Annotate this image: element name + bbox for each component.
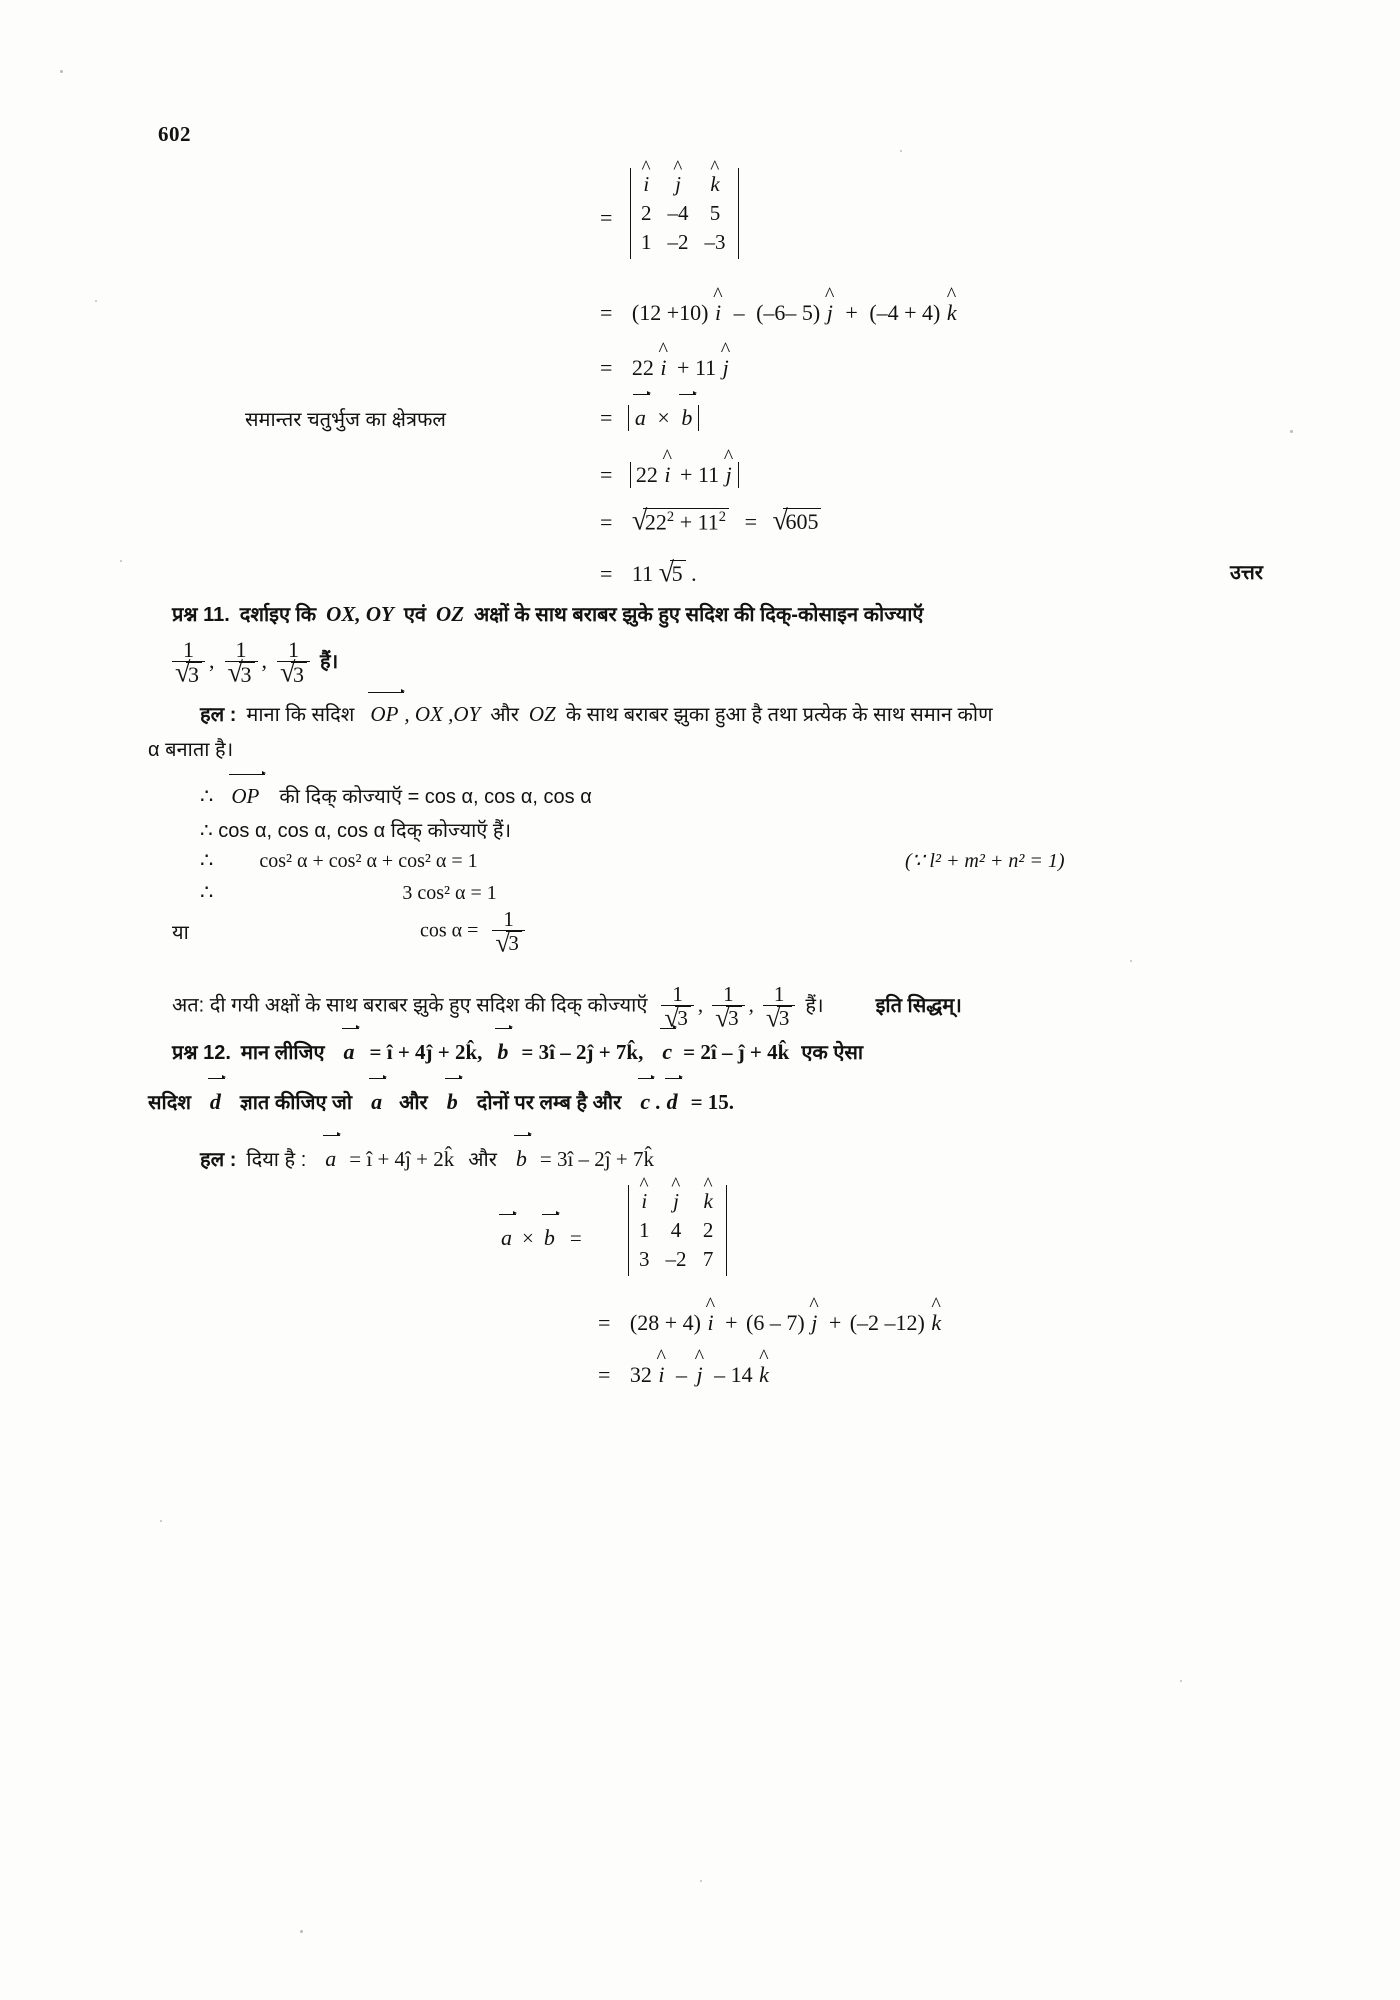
matrix-cell: 2 [641, 201, 652, 225]
scan-speck [60, 70, 63, 73]
matrix-cell: 7 [702, 1247, 714, 1271]
matrix-cell: 5 [709, 201, 721, 225]
area-magnitude [600, 462, 739, 488]
fraction-denominator: 3 [777, 1006, 793, 1029]
unit-vector-k: k ^ [703, 1189, 714, 1214]
fraction-denominator: 3 [186, 662, 202, 686]
operator-plus: + [677, 355, 690, 380]
conjunction-and: और [399, 1092, 428, 1114]
operator-cross: × [522, 1226, 534, 1250]
operator-plus: + [679, 509, 693, 535]
equals-sign: = [600, 355, 613, 380]
vector-op: OP [231, 784, 260, 808]
operator-minus: – [676, 1362, 688, 1387]
solution-12-given-line [200, 1145, 1350, 1172]
vector-c-value: = 2î – ĵ + 4k̂ [683, 1040, 790, 1064]
scan-speck [120, 560, 122, 562]
matrix-cell: 1 [639, 1218, 650, 1242]
matrix-cell: –3 [704, 230, 726, 254]
given-label: दिया है : [246, 1149, 307, 1171]
vector-word: सदिश [148, 1092, 191, 1114]
scan-speck [700, 1880, 702, 1882]
question-11-text-2: अक्षों के साथ बराबर झुके हुए सदिश की दिक्-कोसाइन कोज्याऍ [474, 604, 924, 626]
equation-expansion [600, 300, 958, 326]
operator-cross: × [657, 405, 670, 430]
scan-speck [1180, 1680, 1182, 1682]
vector-b: b [515, 1146, 527, 1171]
operator-minus: – [714, 1362, 726, 1387]
vector-b: b [681, 405, 693, 430]
term-coefficient: (6 – 7) [746, 1310, 805, 1335]
vector-a: a [501, 1225, 512, 1250]
qed-label: इति सिद्धम्। [875, 994, 962, 1017]
vector-b: b [543, 1225, 555, 1250]
solution-11-step-3 [200, 848, 478, 873]
cross-product-lhs [500, 1225, 582, 1251]
vector-b: b [497, 1039, 509, 1064]
conjunction-and: और [468, 1149, 497, 1171]
fraction-denominator: 3 [506, 931, 522, 954]
therefore-symbol: ∴ [200, 784, 214, 808]
dot-product-operator: . [655, 1090, 666, 1114]
question-11-text-1: दर्शाइए कि [239, 604, 317, 626]
answer-label: उत्तर [1230, 562, 1263, 584]
operator-plus: + [845, 300, 858, 325]
term-coefficient: (28 + 4) [629, 1310, 701, 1335]
term-coefficient: (–4 + 4) [869, 300, 941, 325]
unit-vector-k: k ^ [946, 300, 958, 326]
equals-sign: = [600, 300, 613, 325]
cross-product-expansion [598, 1310, 942, 1336]
unit-vector-i: i ^ [640, 1189, 648, 1214]
solution-11-step-4 [200, 880, 497, 905]
vector-a: a [371, 1089, 383, 1114]
question-12-text: मान लीजिए [240, 1042, 325, 1064]
question-12-line-2 [148, 1088, 1328, 1115]
question-12-label: प्रश्न 12. [172, 1042, 231, 1064]
scan-speck [300, 1930, 303, 1933]
matrix-cell: 3 [639, 1247, 650, 1271]
solution-11-step-2: ∴ cos α, cos α, cos α दिक् कोज्याऍ हैं। [200, 820, 512, 842]
unit-vector-k: k ^ [758, 1362, 770, 1388]
exponent: 2 [666, 509, 675, 525]
question-11 [172, 600, 1332, 627]
dot-product-value: = 15. [690, 1090, 735, 1114]
therefore-symbol: ∴ [200, 848, 214, 872]
axes-list: , OX ,OY [404, 702, 481, 726]
operator-minus: – [733, 300, 745, 325]
unit-vector-j: j ^ [722, 355, 730, 381]
vector-b-expression: = 3î – 2ĵ + 7k̂ [539, 1147, 654, 1171]
term-coefficient: (12 +10) [631, 300, 709, 325]
unit-vector-j: j ^ [672, 1189, 680, 1214]
solution-11-line-2: α बनाता है। [148, 739, 234, 761]
vector-d: d [666, 1089, 678, 1114]
solution-label: हल : [200, 1149, 237, 1171]
question-12-text-3: ज्ञात कीजिए जो [239, 1092, 353, 1114]
vector-a: a [634, 405, 646, 430]
step-equation: 3 cos² α = 1 [402, 882, 497, 904]
exponent: 2 [718, 509, 727, 525]
fraction-numerator: 1 [235, 637, 247, 662]
vector-c: c [662, 1039, 673, 1064]
sqrt-605: 605 [783, 508, 821, 535]
fraction-denominator: 3 [239, 662, 255, 686]
period: . [691, 561, 697, 586]
fraction-numerator: 1 [672, 982, 683, 1006]
vector-d: d [209, 1089, 221, 1114]
question-11-label: प्रश्न 11. [172, 604, 230, 626]
solution-11-or-label: या [172, 922, 189, 944]
equals-sign: = [598, 1310, 611, 1335]
vector-a-expression: = î + 4ĵ + 2k̂ [349, 1147, 455, 1171]
fraction-numerator: 1 [773, 982, 785, 1006]
square-base: 22 [644, 509, 667, 535]
matrix-cell: 1 [641, 230, 652, 254]
fraction-denominator: 3 [291, 662, 307, 686]
operator-plus: + [725, 1310, 738, 1335]
axis-oz: OZ [528, 702, 556, 726]
scan-speck [1130, 960, 1132, 962]
coefficient: 22 [635, 462, 658, 487]
vector-a: a [343, 1039, 355, 1064]
equals-sign: = [600, 509, 613, 535]
fraction-denominator: 3 [726, 1006, 742, 1029]
unit-vector-j: j ^ [696, 1362, 704, 1388]
axis-oz: OZ [436, 602, 465, 626]
equals-sign: = [598, 1362, 611, 1387]
coefficient: 11 [694, 355, 717, 380]
vector-c: c [640, 1089, 651, 1114]
equals-sign: = [600, 561, 613, 586]
solution-11-step-3-note [905, 848, 1065, 873]
vector-a-value: = î + 4ĵ + 2k̂, [369, 1040, 483, 1064]
coefficient: 32 [629, 1362, 652, 1387]
conclusion-text: अत: दी गयी अक्षों के साथ बराबर झुके हुए सदिश की दिक् कोज्याऍ [172, 994, 648, 1017]
solution-text: माना कि सदिश [246, 704, 355, 726]
unit-vector-j: j ^ [810, 1310, 818, 1336]
area-equation [600, 405, 699, 431]
solution-11-step-1 [200, 782, 592, 809]
vector-b: b [446, 1089, 458, 1114]
question-11-fractions: 1 √ 3 , 1 √ 3 , 1 √ 3 हैं। [172, 640, 338, 688]
question-12-text-4: दोनों पर लम्ब है और [476, 1092, 622, 1114]
area-of-parallelogram-label: समान्तर चतुर्भुज का क्षेत्रफल [245, 409, 446, 431]
coefficient: 14 [730, 1362, 753, 1387]
square-base: 11 [697, 509, 719, 535]
scan-speck [1290, 430, 1293, 433]
conjunction-and: और [490, 704, 519, 726]
sqrt-5: 5 [670, 560, 686, 587]
area-final-value: = 11 √ 5 . [600, 556, 697, 588]
scan-speck [160, 1520, 162, 1522]
unit-vector-i: i ^ [659, 355, 667, 381]
unit-vector-k: k ^ [930, 1310, 942, 1336]
matrix-cell: –2 [665, 1247, 687, 1271]
note-text: (∵ l² + m² + n² = 1) [905, 850, 1065, 872]
fraction-numerator: 1 [723, 982, 734, 1006]
conclusion-tail: हैं। [805, 994, 824, 1017]
equals-sign: = [600, 205, 613, 230]
fraction-numerator: 1 [288, 637, 299, 662]
fraction-numerator: 1 [503, 907, 514, 931]
matrix-cell: –2 [667, 230, 689, 254]
unit-vector-i: i ^ [663, 462, 671, 488]
matrix-cell: 4 [670, 1218, 682, 1242]
scan-speck [95, 300, 97, 302]
term-coefficient: (–2 –12) [849, 1310, 925, 1335]
unit-vector-j: j ^ [826, 300, 834, 326]
question-12-line-1 [172, 1038, 1352, 1065]
determinant-matrix-1 [630, 168, 739, 259]
cross-product-result [598, 1362, 770, 1388]
area-sqrt-line: = √ $22^2 + 11^2$ = √ 605 [600, 508, 821, 535]
question-12-text-2: एक ऐसा [801, 1042, 864, 1064]
matrix-cell: 2 [702, 1218, 714, 1242]
cos-alpha-equals: cos α = [420, 919, 479, 942]
fraction-numerator: 1 [183, 637, 194, 662]
solution-label: हल : [200, 704, 237, 726]
equals-sign: = [600, 462, 613, 487]
therefore-symbol: ∴ [200, 880, 214, 904]
operator-plus: + [828, 1310, 842, 1335]
unit-vector-j: j ^ [725, 462, 733, 488]
matrix-cell: –4 [667, 201, 689, 225]
conjunction: एवं [403, 604, 427, 626]
vector-b-value: = 3î – 2ĵ + 7k̂, [521, 1040, 644, 1064]
unit-vector-i: i ^ [657, 1362, 665, 1388]
equals-sign: = [600, 405, 613, 430]
axes-ox-oy: OX, OY [326, 602, 394, 626]
unit-vector-j: j ^ [674, 172, 682, 197]
step-equation: cos² α + cos² α + cos² α = 1 [259, 850, 478, 872]
step-text: की दिक् कोज्याऍ = cos α, cos α, cos α [279, 786, 592, 808]
vector-op: OP [370, 702, 399, 726]
equals-sign: = [744, 509, 757, 535]
solution-11-step-5: cos α = 1 √ 3 [420, 910, 525, 956]
fraction-denominator: 3 [675, 1006, 691, 1029]
solution-text-2: के साथ बराबर झुका हुआ है तथा प्रत्येक के साथ समान कोण [565, 704, 993, 726]
solution-11-conclusion: अत: दी गयी अक्षों के साथ बराबर झुके हुए सदिश की दिक् कोज्याऍ 1 √ 3 , 1 √ 3 , 1 √ 3 हैं। इति सिद्धम्। [172, 982, 962, 1032]
scan-speck [900, 150, 902, 152]
unit-vector-i: i ^ [642, 172, 650, 197]
equals-sign: = [569, 1226, 582, 1250]
question-11-tail: हैं। [320, 650, 339, 673]
determinant-matrix-2 [628, 1185, 727, 1276]
term-coefficient: (–6– 5) [756, 300, 821, 325]
solution-11-line-1 [200, 700, 1340, 727]
coefficient: 11 [631, 561, 654, 586]
coefficient: 11 [697, 462, 720, 487]
page-number: 602 [158, 122, 191, 146]
operator-plus: + [680, 462, 693, 487]
equation-simplified [600, 355, 730, 381]
unit-vector-i: i ^ [706, 1310, 714, 1336]
unit-vector-k: k ^ [709, 172, 720, 197]
unit-vector-i: i ^ [714, 300, 722, 326]
coefficient: 22 [631, 355, 654, 380]
vector-a: a [325, 1146, 337, 1171]
